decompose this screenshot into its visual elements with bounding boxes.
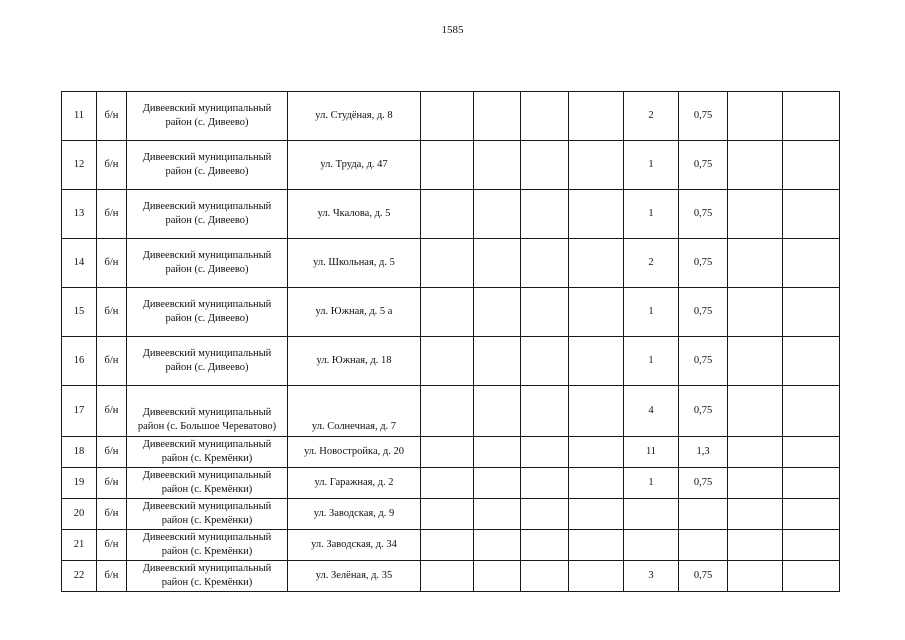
- district-line-2: район (с. Кремёнки): [161, 515, 253, 526]
- row-number-cell: [62, 386, 97, 437]
- empty-cell-5: [421, 386, 474, 437]
- volume-cell: [679, 437, 728, 468]
- doc-number-cell: [97, 437, 127, 468]
- empty-cell-11: [728, 190, 783, 239]
- empty-cell-6: [474, 561, 521, 592]
- empty-cell-12: [783, 92, 840, 141]
- doc-number: б/н: [104, 208, 119, 219]
- quantity: 1: [648, 159, 654, 170]
- empty-cell-5: [421, 288, 474, 337]
- empty-cell-8: [569, 190, 624, 239]
- quantity: 1: [648, 477, 654, 488]
- table-row: [62, 141, 840, 190]
- street-address: ул. Заводская, д. 34: [311, 539, 397, 550]
- district-line-1: Дивеевский муниципальный: [142, 348, 272, 359]
- volume-cell: [679, 239, 728, 288]
- row-number-cell: [62, 499, 97, 530]
- address-cell: [288, 239, 421, 288]
- empty-cell-7: [521, 468, 569, 499]
- empty-cell-8: [569, 288, 624, 337]
- quantity-cell: [624, 337, 679, 386]
- street-address: ул. Южная, д. 5 а: [315, 306, 393, 317]
- table-row: [62, 468, 840, 499]
- doc-number: б/н: [104, 306, 119, 317]
- address-cell: [288, 386, 421, 437]
- empty-cell-6: [474, 239, 521, 288]
- district-cell: [127, 190, 288, 239]
- district-line-2: район (с. Дивеево): [165, 362, 249, 373]
- street-address: ул. Чкалова, д. 5: [317, 208, 391, 219]
- empty-cell-8: [569, 239, 624, 288]
- row-number: 13: [73, 208, 85, 219]
- doc-number-cell: [97, 561, 127, 592]
- empty-cell-7: [521, 92, 569, 141]
- empty-cell-12: [783, 337, 840, 386]
- empty-cell-5: [421, 337, 474, 386]
- volume-cell: [679, 530, 728, 561]
- empty-cell-11: [728, 468, 783, 499]
- district-line-2: район (с. Дивеево): [165, 215, 249, 226]
- address-cell: [288, 288, 421, 337]
- empty-cell-6: [474, 190, 521, 239]
- doc-number-cell: [97, 141, 127, 190]
- empty-cell-12: [783, 288, 840, 337]
- empty-cell-12: [783, 239, 840, 288]
- address-cell: [288, 530, 421, 561]
- doc-number: б/н: [104, 405, 119, 416]
- empty-cell-11: [728, 386, 783, 437]
- district-cell: [127, 337, 288, 386]
- quantity-cell: [624, 239, 679, 288]
- empty-cell-8: [569, 561, 624, 592]
- empty-cell-12: [783, 561, 840, 592]
- row-number: 22: [73, 570, 85, 581]
- volume-cell: [679, 141, 728, 190]
- empty-cell-5: [421, 190, 474, 239]
- volume-cell: [679, 288, 728, 337]
- row-number-cell: [62, 92, 97, 141]
- doc-number: б/н: [104, 508, 119, 519]
- doc-number-cell: [97, 288, 127, 337]
- quantity: 11: [645, 446, 657, 457]
- table-body: [62, 92, 840, 592]
- doc-number: б/н: [104, 257, 119, 268]
- empty-cell-7: [521, 337, 569, 386]
- quantity: 1: [648, 355, 654, 366]
- quantity: 2: [648, 110, 654, 121]
- district-line-2: район (с. Дивеево): [165, 166, 249, 177]
- quantity-cell: [624, 386, 679, 437]
- row-number: 14: [73, 257, 85, 268]
- address-cell: [288, 141, 421, 190]
- volume: 0,75: [693, 208, 713, 219]
- street-address: ул. Гаражная, д. 2: [314, 477, 394, 488]
- volume-cell: [679, 337, 728, 386]
- quantity: 1: [648, 208, 654, 219]
- volume: 0,75: [693, 477, 713, 488]
- empty-cell-8: [569, 92, 624, 141]
- quantity-cell: [624, 530, 679, 561]
- empty-cell-5: [421, 530, 474, 561]
- empty-cell-5: [421, 437, 474, 468]
- empty-cell-6: [474, 468, 521, 499]
- quantity-cell: [624, 288, 679, 337]
- quantity: 3: [648, 570, 654, 581]
- street-address: ул. Студёная, д. 8: [315, 110, 393, 121]
- street-address: ул. Солнечная, д. 7: [311, 421, 397, 432]
- district-line-1: Дивеевский муниципальный: [142, 532, 272, 543]
- doc-number-cell: [97, 386, 127, 437]
- empty-cell-11: [728, 92, 783, 141]
- doc-number: б/н: [104, 570, 119, 581]
- table-row: [62, 499, 840, 530]
- empty-cell-8: [569, 386, 624, 437]
- district-cell: [127, 92, 288, 141]
- empty-cell-8: [569, 337, 624, 386]
- doc-number: б/н: [104, 477, 119, 488]
- row-number-cell: [62, 561, 97, 592]
- doc-number-cell: [97, 190, 127, 239]
- volume: 0,75: [693, 570, 713, 581]
- district-line-1: Дивеевский муниципальный: [142, 103, 272, 114]
- district-line-2: район (с. Кремёнки): [161, 453, 253, 464]
- empty-cell-5: [421, 141, 474, 190]
- row-number-cell: [62, 239, 97, 288]
- row-number-cell: [62, 141, 97, 190]
- volume-cell: [679, 92, 728, 141]
- empty-cell-6: [474, 499, 521, 530]
- quantity-cell: [624, 190, 679, 239]
- empty-cell-11: [728, 141, 783, 190]
- empty-cell-7: [521, 141, 569, 190]
- address-cell: [288, 499, 421, 530]
- district-line-2: район (с. Дивеево): [165, 264, 249, 275]
- row-number-cell: [62, 337, 97, 386]
- volume-cell: [679, 386, 728, 437]
- doc-number: б/н: [104, 355, 119, 366]
- empty-cell-6: [474, 337, 521, 386]
- row-number-cell: [62, 190, 97, 239]
- row-number: 18: [73, 446, 85, 457]
- table-row: [62, 239, 840, 288]
- empty-cell-11: [728, 530, 783, 561]
- doc-number-cell: [97, 530, 127, 561]
- volume: 0,75: [693, 110, 713, 121]
- district-cell: [127, 437, 288, 468]
- volume-cell: [679, 499, 728, 530]
- empty-cell-11: [728, 499, 783, 530]
- table-row: [62, 92, 840, 141]
- row-number: 20: [73, 508, 85, 519]
- district-line-2: район (с. Кремёнки): [161, 484, 253, 495]
- doc-number: б/н: [104, 446, 119, 457]
- doc-number: б/н: [104, 110, 119, 121]
- doc-number: б/н: [104, 539, 119, 550]
- row-number-cell: [62, 288, 97, 337]
- empty-cell-12: [783, 530, 840, 561]
- quantity-cell: [624, 468, 679, 499]
- table-row: [62, 437, 840, 468]
- quantity-cell: [624, 92, 679, 141]
- empty-cell-7: [521, 386, 569, 437]
- quantity: 2: [648, 257, 654, 268]
- quantity-cell: [624, 141, 679, 190]
- district-line-1: Дивеевский муниципальный: [142, 563, 272, 574]
- volume: 1,3: [696, 446, 710, 457]
- district-line-2: район (с. Дивеево): [165, 313, 249, 324]
- row-number-cell: [62, 437, 97, 468]
- row-number: 21: [73, 539, 85, 550]
- empty-cell-12: [783, 141, 840, 190]
- district-line-1: Дивеевский муниципальный: [142, 501, 272, 512]
- row-number: 15: [73, 306, 85, 317]
- empty-cell-12: [783, 468, 840, 499]
- doc-number-cell: [97, 92, 127, 141]
- district-line-2: район (с. Дивеево): [165, 117, 249, 128]
- doc-number-cell: [97, 337, 127, 386]
- empty-cell-12: [783, 499, 840, 530]
- empty-cell-7: [521, 561, 569, 592]
- empty-cell-11: [728, 239, 783, 288]
- empty-cell-6: [474, 141, 521, 190]
- district-line-1: Дивеевский муниципальный: [142, 470, 272, 481]
- empty-cell-6: [474, 437, 521, 468]
- district-line-2: район (с. Кремёнки): [161, 577, 253, 588]
- street-address: ул. Новостройка, д. 20: [304, 446, 404, 457]
- volume-cell: [679, 561, 728, 592]
- volume-cell: [679, 190, 728, 239]
- empty-cell-5: [421, 561, 474, 592]
- row-number: 19: [73, 477, 85, 488]
- district-cell: [127, 468, 288, 499]
- empty-cell-7: [521, 530, 569, 561]
- table-row: [62, 190, 840, 239]
- district-cell: [127, 141, 288, 190]
- table-row: [62, 530, 840, 561]
- row-number-cell: [62, 468, 97, 499]
- address-cell: [288, 468, 421, 499]
- empty-cell-6: [474, 530, 521, 561]
- empty-cell-12: [783, 190, 840, 239]
- district-cell: [127, 530, 288, 561]
- quantity: 1: [648, 306, 654, 317]
- street-address: ул. Школьная, д. 5: [313, 257, 395, 268]
- row-number-cell: [62, 530, 97, 561]
- address-cell: [288, 190, 421, 239]
- volume: 0,75: [693, 405, 713, 416]
- row-number: 11: [73, 110, 85, 121]
- volume-cell: [679, 468, 728, 499]
- empty-cell-5: [421, 92, 474, 141]
- district-cell: [127, 288, 288, 337]
- empty-cell-6: [474, 92, 521, 141]
- empty-cell-8: [569, 499, 624, 530]
- district-line-1: Дивеевский муниципальный: [142, 201, 272, 212]
- empty-cell-5: [421, 468, 474, 499]
- district-line-1: Дивеевский муниципальный: [142, 299, 272, 310]
- street-address: ул. Заводская, д. 9: [313, 508, 395, 519]
- doc-number-cell: [97, 499, 127, 530]
- empty-cell-5: [421, 239, 474, 288]
- empty-cell-8: [569, 141, 624, 190]
- table-row: [62, 561, 840, 592]
- doc-number-cell: [97, 468, 127, 499]
- empty-cell-11: [728, 561, 783, 592]
- district-line-1: Дивеевский муниципальный: [142, 407, 272, 418]
- row-number: 16: [73, 355, 85, 366]
- empty-cell-11: [728, 337, 783, 386]
- district-line-2: район (с. Кремёнки): [161, 546, 253, 557]
- empty-cell-7: [521, 499, 569, 530]
- page-number: 1585: [441, 24, 464, 36]
- empty-cell-7: [521, 437, 569, 468]
- empty-cell-6: [474, 288, 521, 337]
- address-table: [61, 91, 840, 592]
- empty-cell-8: [569, 437, 624, 468]
- district-line-2: район (с. Большое Череватово): [137, 421, 277, 432]
- empty-cell-8: [569, 468, 624, 499]
- table-row: [62, 337, 840, 386]
- address-cell: [288, 92, 421, 141]
- street-address: ул. Труда, д. 47: [320, 159, 388, 170]
- district-line-1: Дивеевский муниципальный: [142, 250, 272, 261]
- empty-cell-11: [728, 288, 783, 337]
- empty-cell-12: [783, 386, 840, 437]
- street-address: ул. Зелёная, д. 35: [315, 570, 393, 581]
- empty-cell-7: [521, 288, 569, 337]
- empty-cell-11: [728, 437, 783, 468]
- table-row: [62, 288, 840, 337]
- empty-cell-7: [521, 190, 569, 239]
- district-cell: [127, 386, 288, 437]
- row-number: 17: [73, 405, 85, 416]
- district-cell: [127, 239, 288, 288]
- empty-cell-8: [569, 530, 624, 561]
- doc-number: б/н: [104, 159, 119, 170]
- doc-number-cell: [97, 239, 127, 288]
- empty-cell-7: [521, 239, 569, 288]
- district-cell: [127, 499, 288, 530]
- table-row: [62, 386, 840, 437]
- address-cell: [288, 561, 421, 592]
- empty-cell-5: [421, 499, 474, 530]
- address-cell: [288, 337, 421, 386]
- district-line-1: Дивеевский муниципальный: [142, 152, 272, 163]
- volume: 0,75: [693, 306, 713, 317]
- empty-cell-6: [474, 386, 521, 437]
- quantity-cell: [624, 499, 679, 530]
- address-cell: [288, 437, 421, 468]
- quantity: 4: [648, 405, 654, 416]
- volume: 0,75: [693, 159, 713, 170]
- street-address: ул. Южная, д. 18: [316, 355, 392, 366]
- quantity-cell: [624, 561, 679, 592]
- quantity-cell: [624, 437, 679, 468]
- district-line-1: Дивеевский муниципальный: [142, 439, 272, 450]
- volume: 0,75: [693, 355, 713, 366]
- district-cell: [127, 561, 288, 592]
- row-number: 12: [73, 159, 85, 170]
- volume: 0,75: [693, 257, 713, 268]
- empty-cell-12: [783, 437, 840, 468]
